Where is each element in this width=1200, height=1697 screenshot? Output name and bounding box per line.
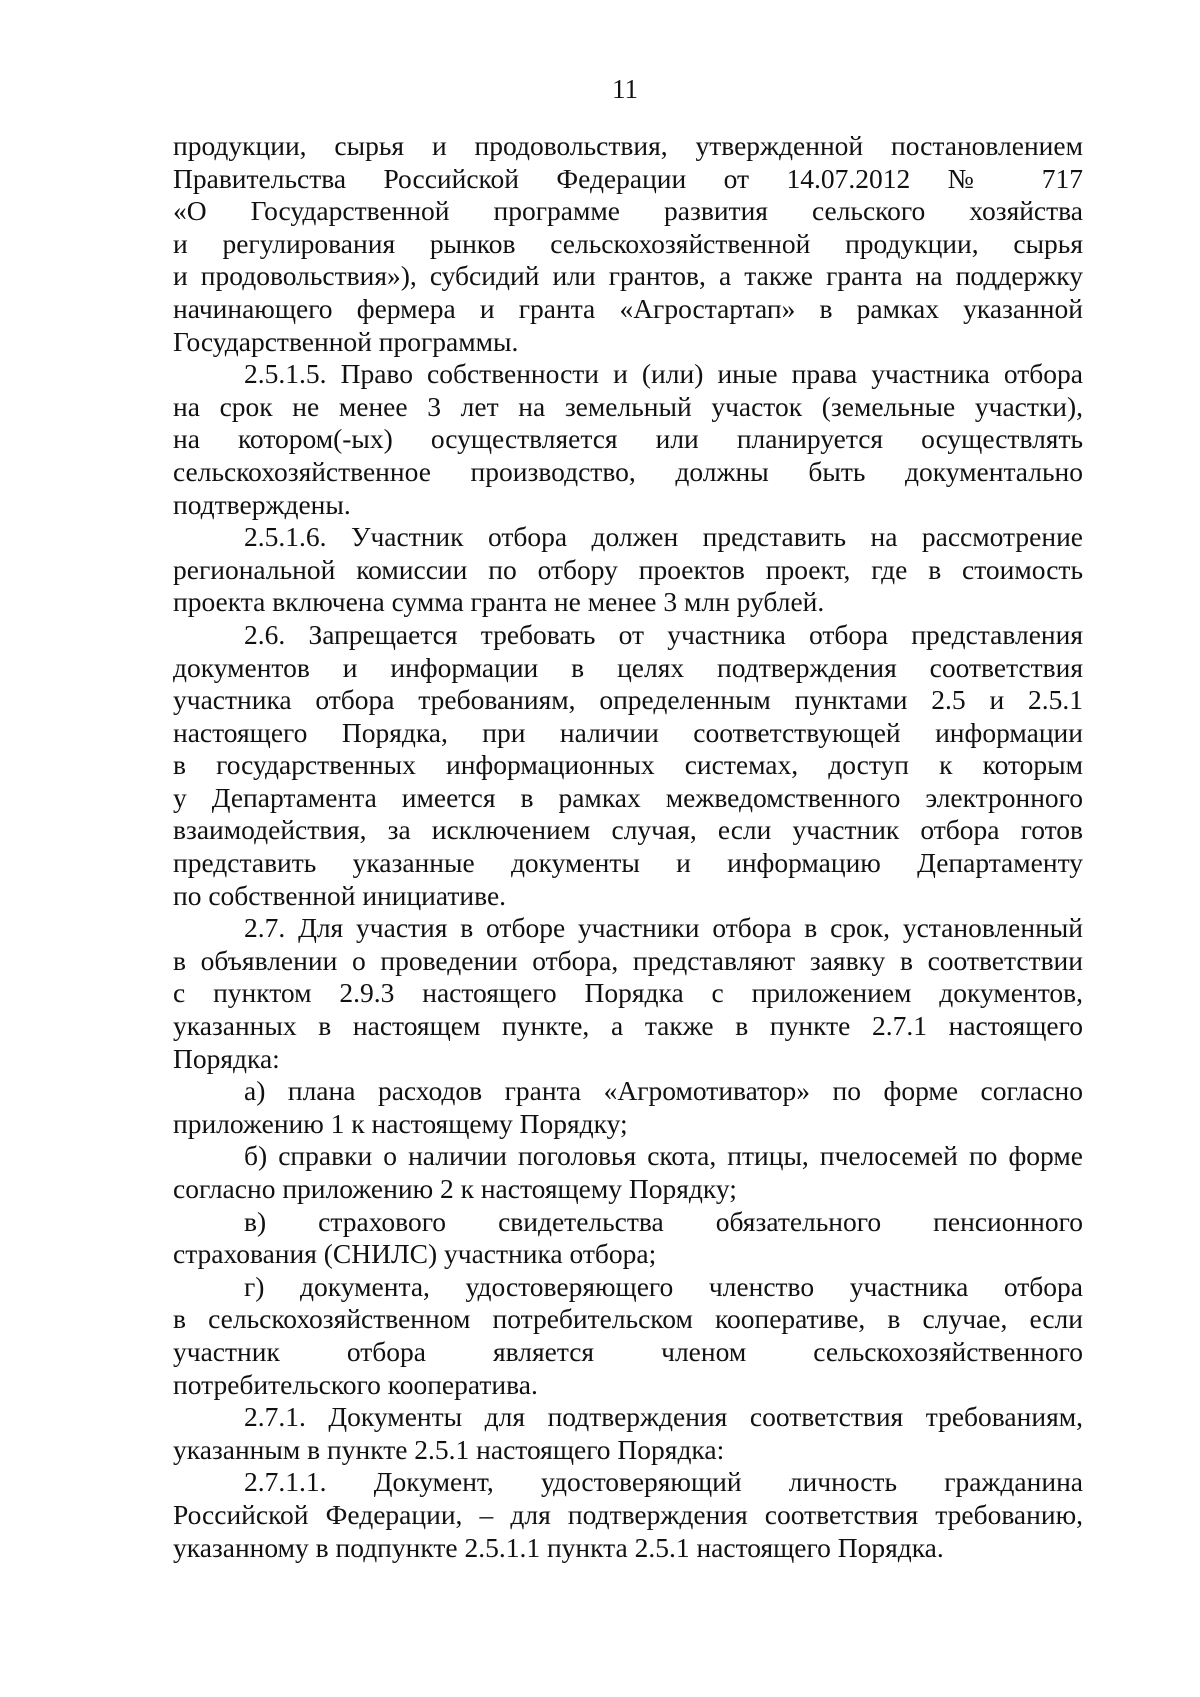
text-line: Государственной программы. <box>173 325 519 357</box>
text-line: 2.5.1.6. Участник отбора должен представить на рассмотрение <box>244 521 1083 553</box>
text-line: «О Государственной программе развития сельского хозяйства <box>173 195 1083 227</box>
text-line: подтверждены. <box>173 488 351 520</box>
page-number: 11 <box>612 74 638 104</box>
text-line: взаимодействия, за исключением случая, если участник отбора готов <box>173 814 1083 846</box>
text-line: Порядка: <box>173 1042 280 1074</box>
text-line: и продовольствия»), субсидий или грантов, а также гранта на поддержку <box>173 260 1083 292</box>
text-line: представить указанные документы и информацию Департаменту <box>173 847 1083 879</box>
text-line: региональной комиссии по отбору проектов проект, где в стоимость <box>173 553 1083 585</box>
text-line: указанному в подпункте 2.5.1.1 пункта 2.5.1 настоящего Порядка. <box>173 1531 944 1563</box>
text-line: б) справки о наличии поголовья скота, птицы, пчелосемей по форме <box>244 1140 1083 1172</box>
text-line: указанных в настоящем пункте, а также в пункте 2.7.1 настоящего <box>173 1010 1083 1042</box>
text-line: согласно приложению 2 к настоящему Порядку; <box>173 1173 737 1204</box>
text-line: Российской Федерации, – для подтверждения соответствия требованию, <box>173 1498 1083 1530</box>
text-line: 2.5.1.5. Право собственности и (или) иные права участника отбора <box>244 358 1083 390</box>
text-line: г) документа, удостоверяющего членство участника отбора <box>244 1270 1083 1302</box>
text-line: и регулирования рынков сельскохозяйственной продукции, сырья <box>173 227 1083 259</box>
text-line: настоящего Порядка, при наличии соответствующей информации <box>173 716 1083 748</box>
text-line: у Департамента имеется в рамках межведомственного электронного <box>173 781 1083 813</box>
text-line: приложению 1 к настоящему Порядку; <box>173 1107 628 1139</box>
text-line: участник отбора является членом сельскохозяйственного <box>173 1335 1083 1367</box>
document-body-text <box>173 130 1083 1564</box>
text-line: проекта включена сумма гранта не менее 3 млн рублей. <box>173 586 825 618</box>
text-line: страхования (СНИЛС) участника отбора; <box>173 1238 657 1270</box>
text-line: на срок не менее 3 лет на земельный участок (земельные участки), <box>173 390 1083 422</box>
text-line: продукции, сырья и продовольствия, утвержденной постановлением <box>173 130 1083 161</box>
text-line: начинающего фермера и гранта «Агростартап» в рамках указанной <box>173 292 1083 324</box>
text-line: документов и информации в целях подтверждения соответствия <box>173 651 1083 683</box>
text-line: участника отбора требованиям, определенным пунктами 2.5 и 2.5.1 <box>173 684 1083 716</box>
text-line: указанным в пункте 2.5.1 настоящего Порядка: <box>173 1433 725 1465</box>
text-line: Правительства Российской Федерации от 14.07.2012 № 717 <box>173 162 1083 194</box>
text-line: в) страхового свидетельства обязательного пенсионного <box>244 1205 1083 1237</box>
text-line: потребительского кооператива. <box>173 1368 538 1400</box>
text-line: 2.7.1.1. Документ, удостоверяющий личность гражданина <box>244 1466 1083 1498</box>
text-line: в сельскохозяйственном потребительском кооперативе, в случае, если <box>173 1303 1083 1335</box>
text-line: 2.7.1. Документы для подтверждения соответствия требованиям, <box>244 1401 1083 1433</box>
text-line: в государственных информационных системах, доступ к которым <box>173 749 1083 781</box>
text-line: по собственной инициативе. <box>173 879 507 911</box>
text-line: сельскохозяйственное производство, должны быть документально <box>173 455 1083 487</box>
text-line: на котором(-ых) осуществляется или планируется осуществлять <box>173 423 1083 455</box>
text-line: с пунктом 2.9.3 настоящего Порядка с приложением документов, <box>173 977 1083 1009</box>
text-line: 2.6. Запрещается требовать от участника отбора представления <box>244 618 1083 650</box>
text-line: 2.7. Для участия в отборе участники отбора в срок, установленный <box>244 912 1083 944</box>
text-line: в объявлении о проведении отбора, представляют заявку в соответствии <box>173 944 1083 976</box>
text-line: а) плана расходов гранта «Агромотиватор» по форме согласно <box>244 1075 1083 1107</box>
